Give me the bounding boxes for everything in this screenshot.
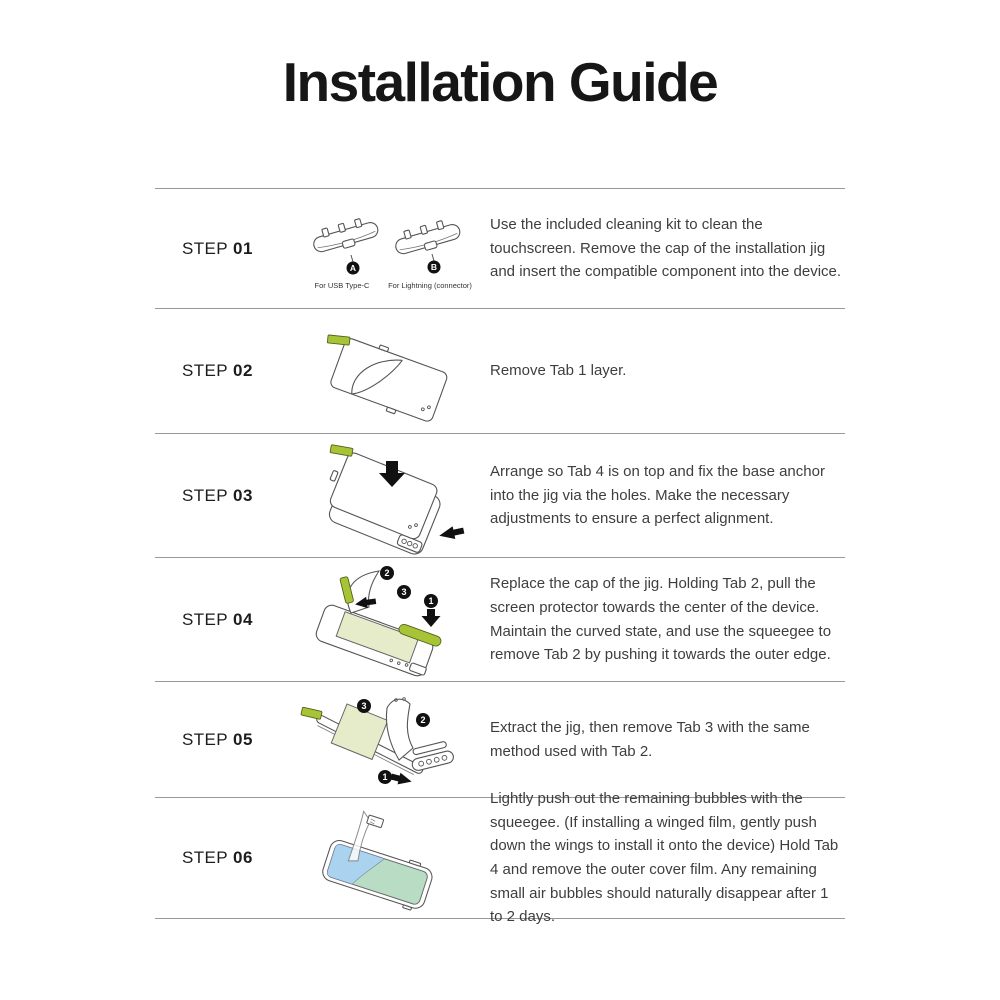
step-01-label xyxy=(155,239,300,259)
usb-type-c-jig-icon xyxy=(310,214,380,256)
step-03-description: Arrange so Tab 4 is on top and fix the base anchor into the jig via the holes. Make the necessary adjustments to ensure a perfect alignment. xyxy=(490,463,825,528)
step-word: STEP xyxy=(182,485,229,505)
step-row-02 xyxy=(155,308,845,433)
step-01-illustration xyxy=(300,205,490,293)
step-number: 03 xyxy=(233,485,253,505)
tab-4-icon xyxy=(367,815,384,828)
lightning-caption: For Lightning (connector) xyxy=(388,280,472,290)
marker-1-number: 1 xyxy=(381,771,388,782)
tab2-squeegee-icon xyxy=(313,561,478,679)
marker-3-number: 3 xyxy=(360,700,367,711)
steps-list xyxy=(155,188,845,926)
step-04-illustration xyxy=(300,561,490,679)
step-number: 02 xyxy=(233,361,253,380)
step-row-01 xyxy=(155,188,845,308)
marker-3-number: 3 xyxy=(400,586,407,597)
step-03-illustration xyxy=(300,437,490,555)
marker-2-number: 2 xyxy=(383,567,390,578)
film-peel-tab1-icon xyxy=(325,319,465,424)
marker-1-number: 1 xyxy=(427,595,434,606)
marker-2-number: 2 xyxy=(419,714,426,725)
tab-4-green-icon xyxy=(330,444,353,456)
step-row-03 xyxy=(155,433,845,557)
extract-arrow-icon xyxy=(389,770,412,787)
down-arrow-icon xyxy=(421,609,440,627)
step-05-illustration xyxy=(300,684,490,796)
step-number: 05 xyxy=(233,729,253,749)
step-number: 01 xyxy=(233,238,253,258)
step-06-label xyxy=(155,848,300,868)
step-word: STEP xyxy=(182,848,229,867)
lightning-jig-icon xyxy=(392,216,462,258)
jig-components-icon xyxy=(306,205,484,293)
usb-type-c-caption: For USB Type-C xyxy=(314,280,370,290)
step-number: 04 xyxy=(233,609,253,629)
step-03-label xyxy=(155,486,300,506)
step-row-06 xyxy=(155,790,845,926)
step-02-description: Remove Tab 1 layer. xyxy=(490,362,627,380)
insert-arrow-icon xyxy=(438,524,465,542)
jig-icon xyxy=(408,740,454,772)
step-02-label xyxy=(155,361,300,381)
step-06-description: Lightly push out the remaining bubbles with the squeegee. (If installing a winged film, gently push down the wings to install it onto the device) Hold Tab 4 and remove the outer cover film. Any remaining small air bubbles should naturally disappear after 1 to 2 days. xyxy=(490,790,839,926)
step-number: 06 xyxy=(233,848,253,867)
badge-a-letter: A xyxy=(349,262,357,273)
step-word: STEP xyxy=(182,729,229,749)
tab-green-icon xyxy=(300,707,321,719)
step-04-description: Replace the cap of the jig. Holding Tab 2, pull the screen protector towards the center of the device. Maintain the curved state, and use the squeegee to remove Tab 2 by pushing it towards the outer edge. xyxy=(490,575,832,664)
film-alignment-icon xyxy=(320,437,470,555)
tab3-removal-icon xyxy=(313,684,478,796)
tab-1-green-icon xyxy=(327,334,350,344)
badge-b-letter: B xyxy=(430,261,438,272)
step-row-04 xyxy=(155,557,845,681)
step-row-05 xyxy=(155,681,845,797)
step-word: STEP xyxy=(182,361,229,380)
step-04-label xyxy=(155,610,300,630)
step-06-illustration xyxy=(300,800,490,916)
page-title: Installation Guide xyxy=(282,51,718,113)
step-02-illustration xyxy=(300,319,490,424)
step-05-label xyxy=(155,730,300,750)
step-word: STEP xyxy=(182,238,229,258)
step-01-description: Use the included cleaning kit to clean the touchscreen. Remove the cap of the installation jig and insert the compatible component into the device. xyxy=(490,216,842,281)
step-word: STEP xyxy=(182,609,229,629)
finished-device-icon xyxy=(314,800,476,916)
step-05-description: Extract the jig, then remove Tab 3 with the same method used with Tab 2. xyxy=(490,718,810,760)
